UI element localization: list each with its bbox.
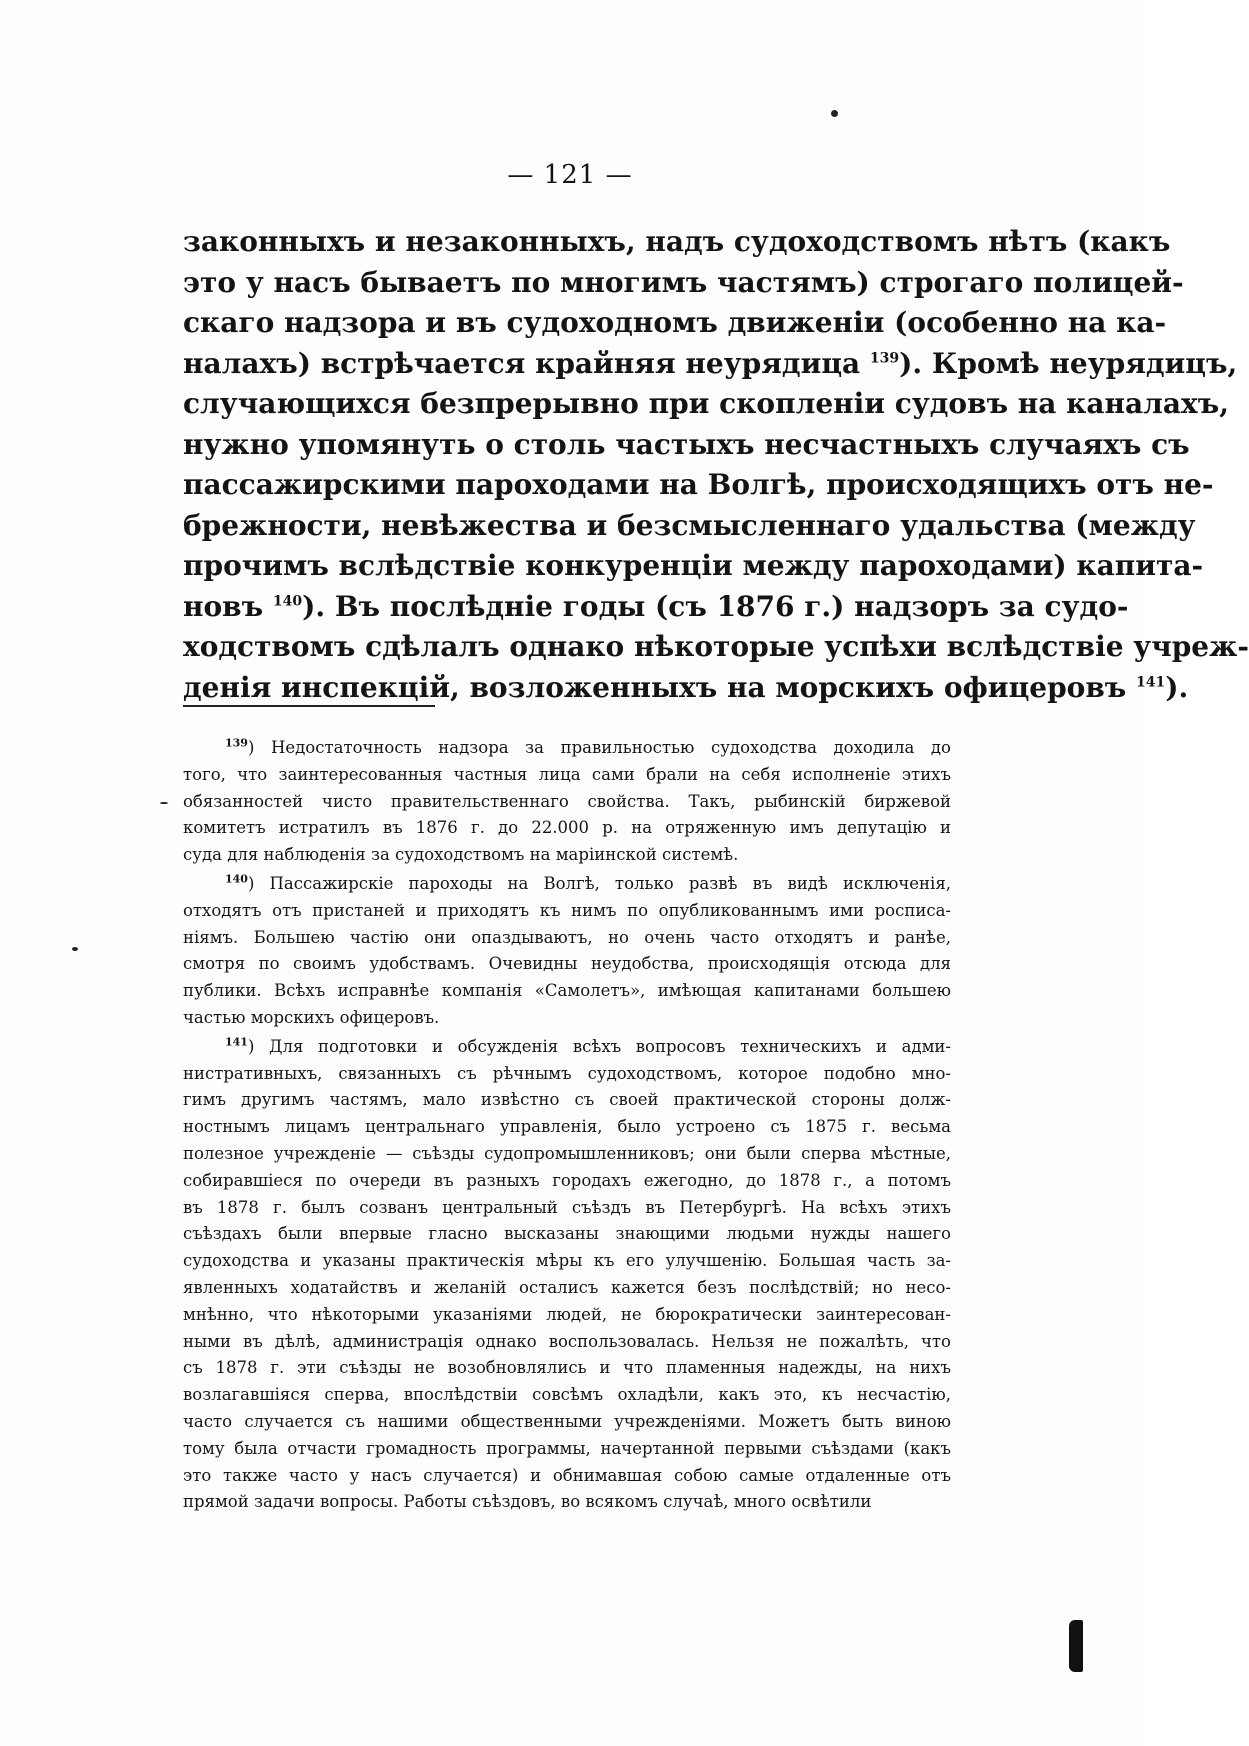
page-number: — 121 — (507, 160, 633, 190)
footnote-140 (183, 871, 951, 1032)
footnote-line: обязанностей чисто правительственнаго свойства. Такъ, рыбинскій биржевой (183, 791, 951, 811)
footnote-line (183, 1034, 951, 1061)
footnote-ref-140: 140 (272, 593, 303, 610)
text-fragment: ). Въ послѣдніе годы (съ 1876 г.) надзоръ за судо- (302, 589, 1129, 623)
footnote-line: нистративныхъ, связанныхъ съ рѣчнымъ судоходствомъ, которое подобно мно- (183, 1063, 951, 1083)
footnote-line: собиравшіеся по очереди въ разныхъ городахъ ежегодно, до 1878 г., а потомъ (183, 1170, 951, 1190)
footnote-line: ніямъ. Большею частію они опаздываютъ, но очень часто отходятъ и ранѣе, (183, 927, 951, 947)
footnote-line (183, 871, 951, 898)
text-line: нужно упомянуть о столь частыхъ несчастныхъ случаяхъ съ (183, 427, 1190, 461)
text-line: ходствомъ сдѣлалъ однако нѣкоторые успѣхи вслѣдствіе учреж- (183, 630, 1249, 663)
footnote-line: ностнымъ лицамъ центральнаго управленія, было устроено съ 1875 г. весьма (183, 1117, 951, 1137)
footnote-line: съ 1878 г. эти съѣзды не возобновлялись и что пламенныя надежды, на нихъ (183, 1358, 951, 1378)
footnote-line: явленныхъ ходатайствъ и желаній осталисъ кажется безъ послѣдствій; но несо- (183, 1277, 951, 1297)
main-text (183, 222, 1249, 708)
footnote-line: мнѣнно, что нѣкоторыми указаніями людей, не бюрократически заинтересован- (183, 1304, 951, 1324)
footnote-ref-139: 139 (869, 350, 900, 367)
footnote-line: прямой задачи вопросы. Работы съѣздовъ, во всякомъ случаѣ, много освѣтили (183, 1492, 872, 1512)
text-line: скаго надзора и въ судоходномъ движеніи (особенно на ка- (183, 306, 1167, 339)
footnote-mark: 141 (225, 1035, 248, 1049)
text-line: это у насъ бываетъ по многимъ частямъ) строгаго полицей- (183, 265, 1184, 299)
footnote-line: это также часто у насъ случается) и обнимавшая собою самые отдаленные отъ (183, 1465, 951, 1485)
text-line: случающихся безпрерывно при скопленіи судовъ на каналахъ, (183, 387, 1229, 420)
footnote-mark: 139 (225, 736, 248, 750)
text-line (183, 587, 1129, 628)
footnote-line: возлагавшіяся сперва, впослѣдствіи совсѣмъ охладѣли, какъ это, къ несчастію, (183, 1385, 951, 1405)
footnote-line: въ 1878 г. былъ созванъ центральный съѣздъ въ Петербургѣ. На всѣхъ этихъ (183, 1197, 951, 1217)
text-line (183, 668, 1189, 709)
footnote-line: отходятъ отъ пристаней и приходятъ къ нимъ по опубликованнымъ ими росписа- (183, 900, 951, 920)
footnote-line: съѣздахъ были впервые гласно высказаны знающими людьми нужды нашего (183, 1224, 951, 1244)
footnote-139 (183, 735, 951, 869)
text-line: пассажирскими пароходами на Волгѣ, происходящихъ отъ не- (183, 468, 1214, 501)
scan-speck (160, 802, 168, 804)
footnote-line: ными въ дѣлѣ, администрація однако воспользовалась. Нельзя не пожалѣть, что (183, 1331, 951, 1351)
scan-speck (831, 110, 838, 117)
footnote-line: гимъ другимъ частямъ, мало извѣстно съ своей практической стороны долж- (183, 1090, 951, 1110)
footnote-line: частью морскихъ офицеровъ. (183, 1007, 440, 1027)
text-line: брежности, невѣжества и безсмысленнаго удальства (между (183, 508, 1196, 542)
text-line: законныхъ и незаконныхъ, надъ судоходствомъ нѣтъ (какъ (183, 225, 1171, 258)
scan-edge-mark (1069, 1620, 1083, 1672)
text-fragment: новъ (183, 589, 264, 623)
footnote-mark: 140 (225, 872, 248, 886)
footnote-line: тому была отчасти громадность программы, начертанной первыми съѣздами (какъ (183, 1438, 951, 1458)
text-fragment: денія инспекцій, возложенныхъ на морскихъ офицеровъ (183, 670, 1127, 704)
footnote-line: смотря по своимъ удобствамъ. Очевидны неудобства, происходящія отсюда для (183, 954, 951, 974)
text-fragment: ). (1165, 670, 1189, 704)
footnote-line: комитетъ истратилъ въ 1876 г. до 22.000 р. на отряженную имъ депутацію и (183, 818, 951, 838)
footnote-ref-141: 141 (1136, 674, 1166, 691)
footnote-line (183, 735, 951, 762)
footnote-line: суда для наблюденія за судоходствомъ на маріинской системѣ. (183, 845, 739, 865)
text-line (183, 344, 1238, 385)
footnote-divider (183, 705, 435, 707)
text-fragment: ) Пассажирскіе пароходы на Волгѣ, только развѣ въ видѣ исключенія, (247, 873, 951, 893)
footnote-141 (183, 1034, 951, 1516)
footnotes (183, 735, 951, 1518)
text-fragment: ) Недостаточность надзора за правильностью судоходства доходила до (247, 738, 951, 757)
footnote-line: часто случается съ нашими общественными учрежденіями. Можетъ быть виною (183, 1411, 951, 1431)
text-fragment: налахъ) встрѣчается крайняя неурядица (183, 346, 861, 380)
footnote-line: полезное учрежденіе — съѣзды судопромышленниковъ; они были сперва мѣстные, (183, 1143, 951, 1163)
footnote-line: того, что заинтересованныя частныя лица сами брали на себя исполненіе этихъ (183, 764, 951, 784)
text-line: прочимъ вслѣдствіе конкуренціи между пароходами) капита- (183, 549, 1204, 582)
scan-speck (72, 947, 78, 951)
text-fragment: ). Кромѣ неурядицъ, (899, 346, 1238, 380)
footnote-line: публики. Всѣхъ исправнѣе компанія «Самолетъ», имѣющая капитанами большею (183, 981, 951, 1001)
text-fragment: ) Для подготовки и обсужденія всѣхъ вопросовъ техническихъ и адми- (247, 1036, 951, 1056)
footnote-line: судоходства и указаны практическія мѣры къ его улучшенію. Большая часть за- (183, 1251, 951, 1271)
